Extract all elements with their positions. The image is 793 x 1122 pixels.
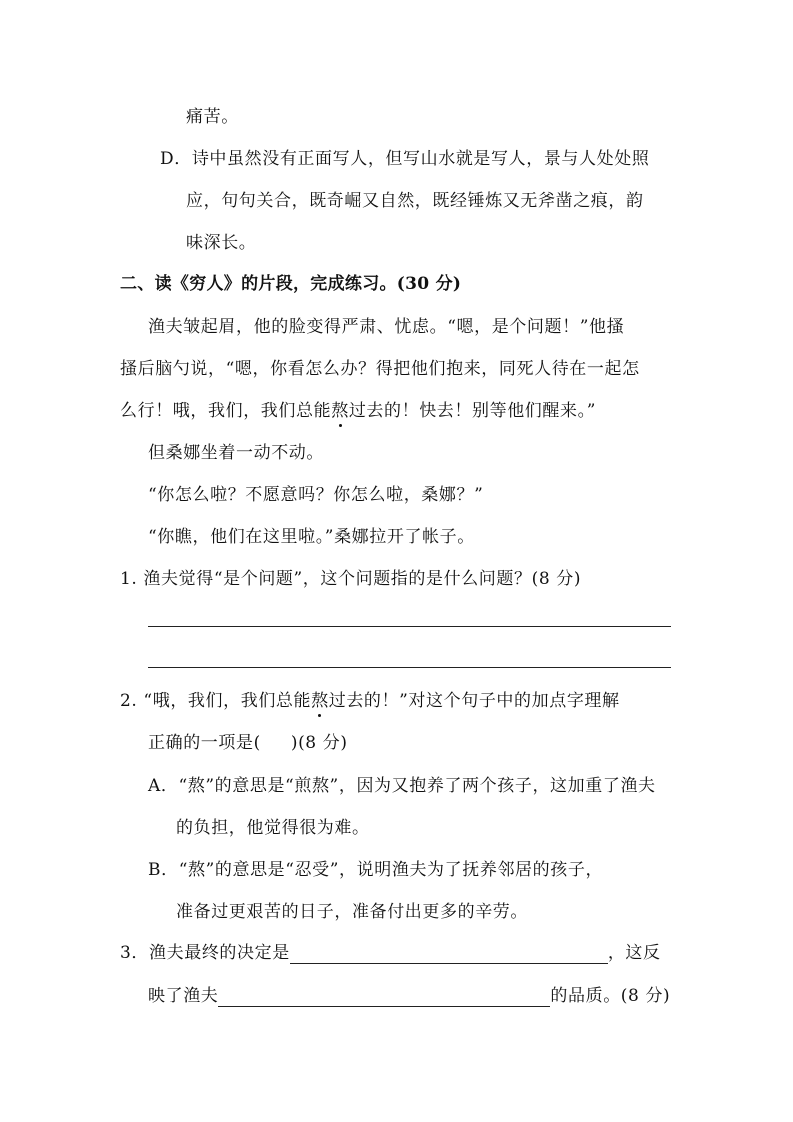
passage-line-3 bbox=[120, 400, 596, 422]
emphasized-char: 熬 bbox=[311, 691, 329, 711]
passage-line-5: “你怎么啦？不愿意吗？你怎么啦，桑娜？” bbox=[148, 485, 484, 505]
passage-line-6: “你瞧，他们在这里啦。”桑娜拉开了帐子。 bbox=[148, 527, 475, 547]
question-2 bbox=[120, 690, 620, 712]
option-a-line-1: A．“熬”的意思是“煎熬”，因为又抱养了两个孩子，这加重了渔夫 bbox=[148, 776, 656, 796]
passage-line-1: 渔夫皱起眉，他的脸变得严肃、忧虑。“嗯，是个问题！”他搔 bbox=[148, 317, 625, 337]
passage-text: 过去的！快去！别等他们醒来。” bbox=[348, 401, 597, 421]
question-1: 1. 渔夫觉得“是个问题”，这个问题指的是什么问题？(8 分) bbox=[120, 569, 582, 589]
passage-line-2: 搔后脑勺说，“嗯，你看怎么办？得把他们抱来，同死人待在一起怎 bbox=[120, 359, 640, 379]
question-text: 过去的！”对这个句子中的加点字理解 bbox=[328, 691, 620, 711]
option-b-line-2: 准备过更艰苦的日子，准备付出更多的辛劳。 bbox=[176, 902, 528, 922]
question-text: )(8 分) bbox=[290, 733, 348, 753]
option-d-line-2: 应，句句关合，既奇崛又自然，既经锤炼又无斧凿之痕，韵 bbox=[186, 191, 644, 211]
option-a-line-2: 的负担，他觉得很为难。 bbox=[176, 818, 370, 838]
question-2-prompt bbox=[148, 732, 348, 754]
question-text: 映了渔夫 bbox=[148, 986, 219, 1006]
option-b-line-1: B．“熬”的意思是“忍受”，说明渔夫为了抚养邻居的孩子， bbox=[148, 860, 604, 880]
section-title: 二、读《穷人》的片段，完成练习。(30 分) bbox=[120, 274, 462, 294]
option-d-line-3: 味深长。 bbox=[186, 233, 257, 253]
answer-blank[interactable] bbox=[290, 945, 608, 964]
question-text: 的品质。(8 分) bbox=[550, 986, 671, 1006]
answer-line-2[interactable] bbox=[148, 667, 671, 668]
passage-line-4: 但桑娜坐着一动不动。 bbox=[148, 443, 324, 463]
question-text: ，这反 bbox=[607, 943, 661, 963]
answer-line-1[interactable] bbox=[148, 626, 671, 627]
question-3-line-2 bbox=[148, 985, 670, 1007]
answer-blank[interactable] bbox=[218, 988, 550, 1007]
question-text: 正确的一项是( bbox=[148, 733, 261, 753]
emphasized-char: 熬 bbox=[331, 401, 349, 421]
question-text: 3．渔夫最终的决定是 bbox=[120, 943, 290, 963]
question-text: 2. “哦，我们，我们总能 bbox=[120, 691, 312, 711]
passage-text: 么行！哦，我们，我们总能 bbox=[120, 401, 332, 421]
question-3-line-1 bbox=[120, 942, 661, 964]
option-d-line-1: D．诗中虽然没有正面写人，但写山水就是写人，景与人处处照 bbox=[160, 149, 650, 169]
text-line: 痛苦。 bbox=[186, 107, 239, 127]
